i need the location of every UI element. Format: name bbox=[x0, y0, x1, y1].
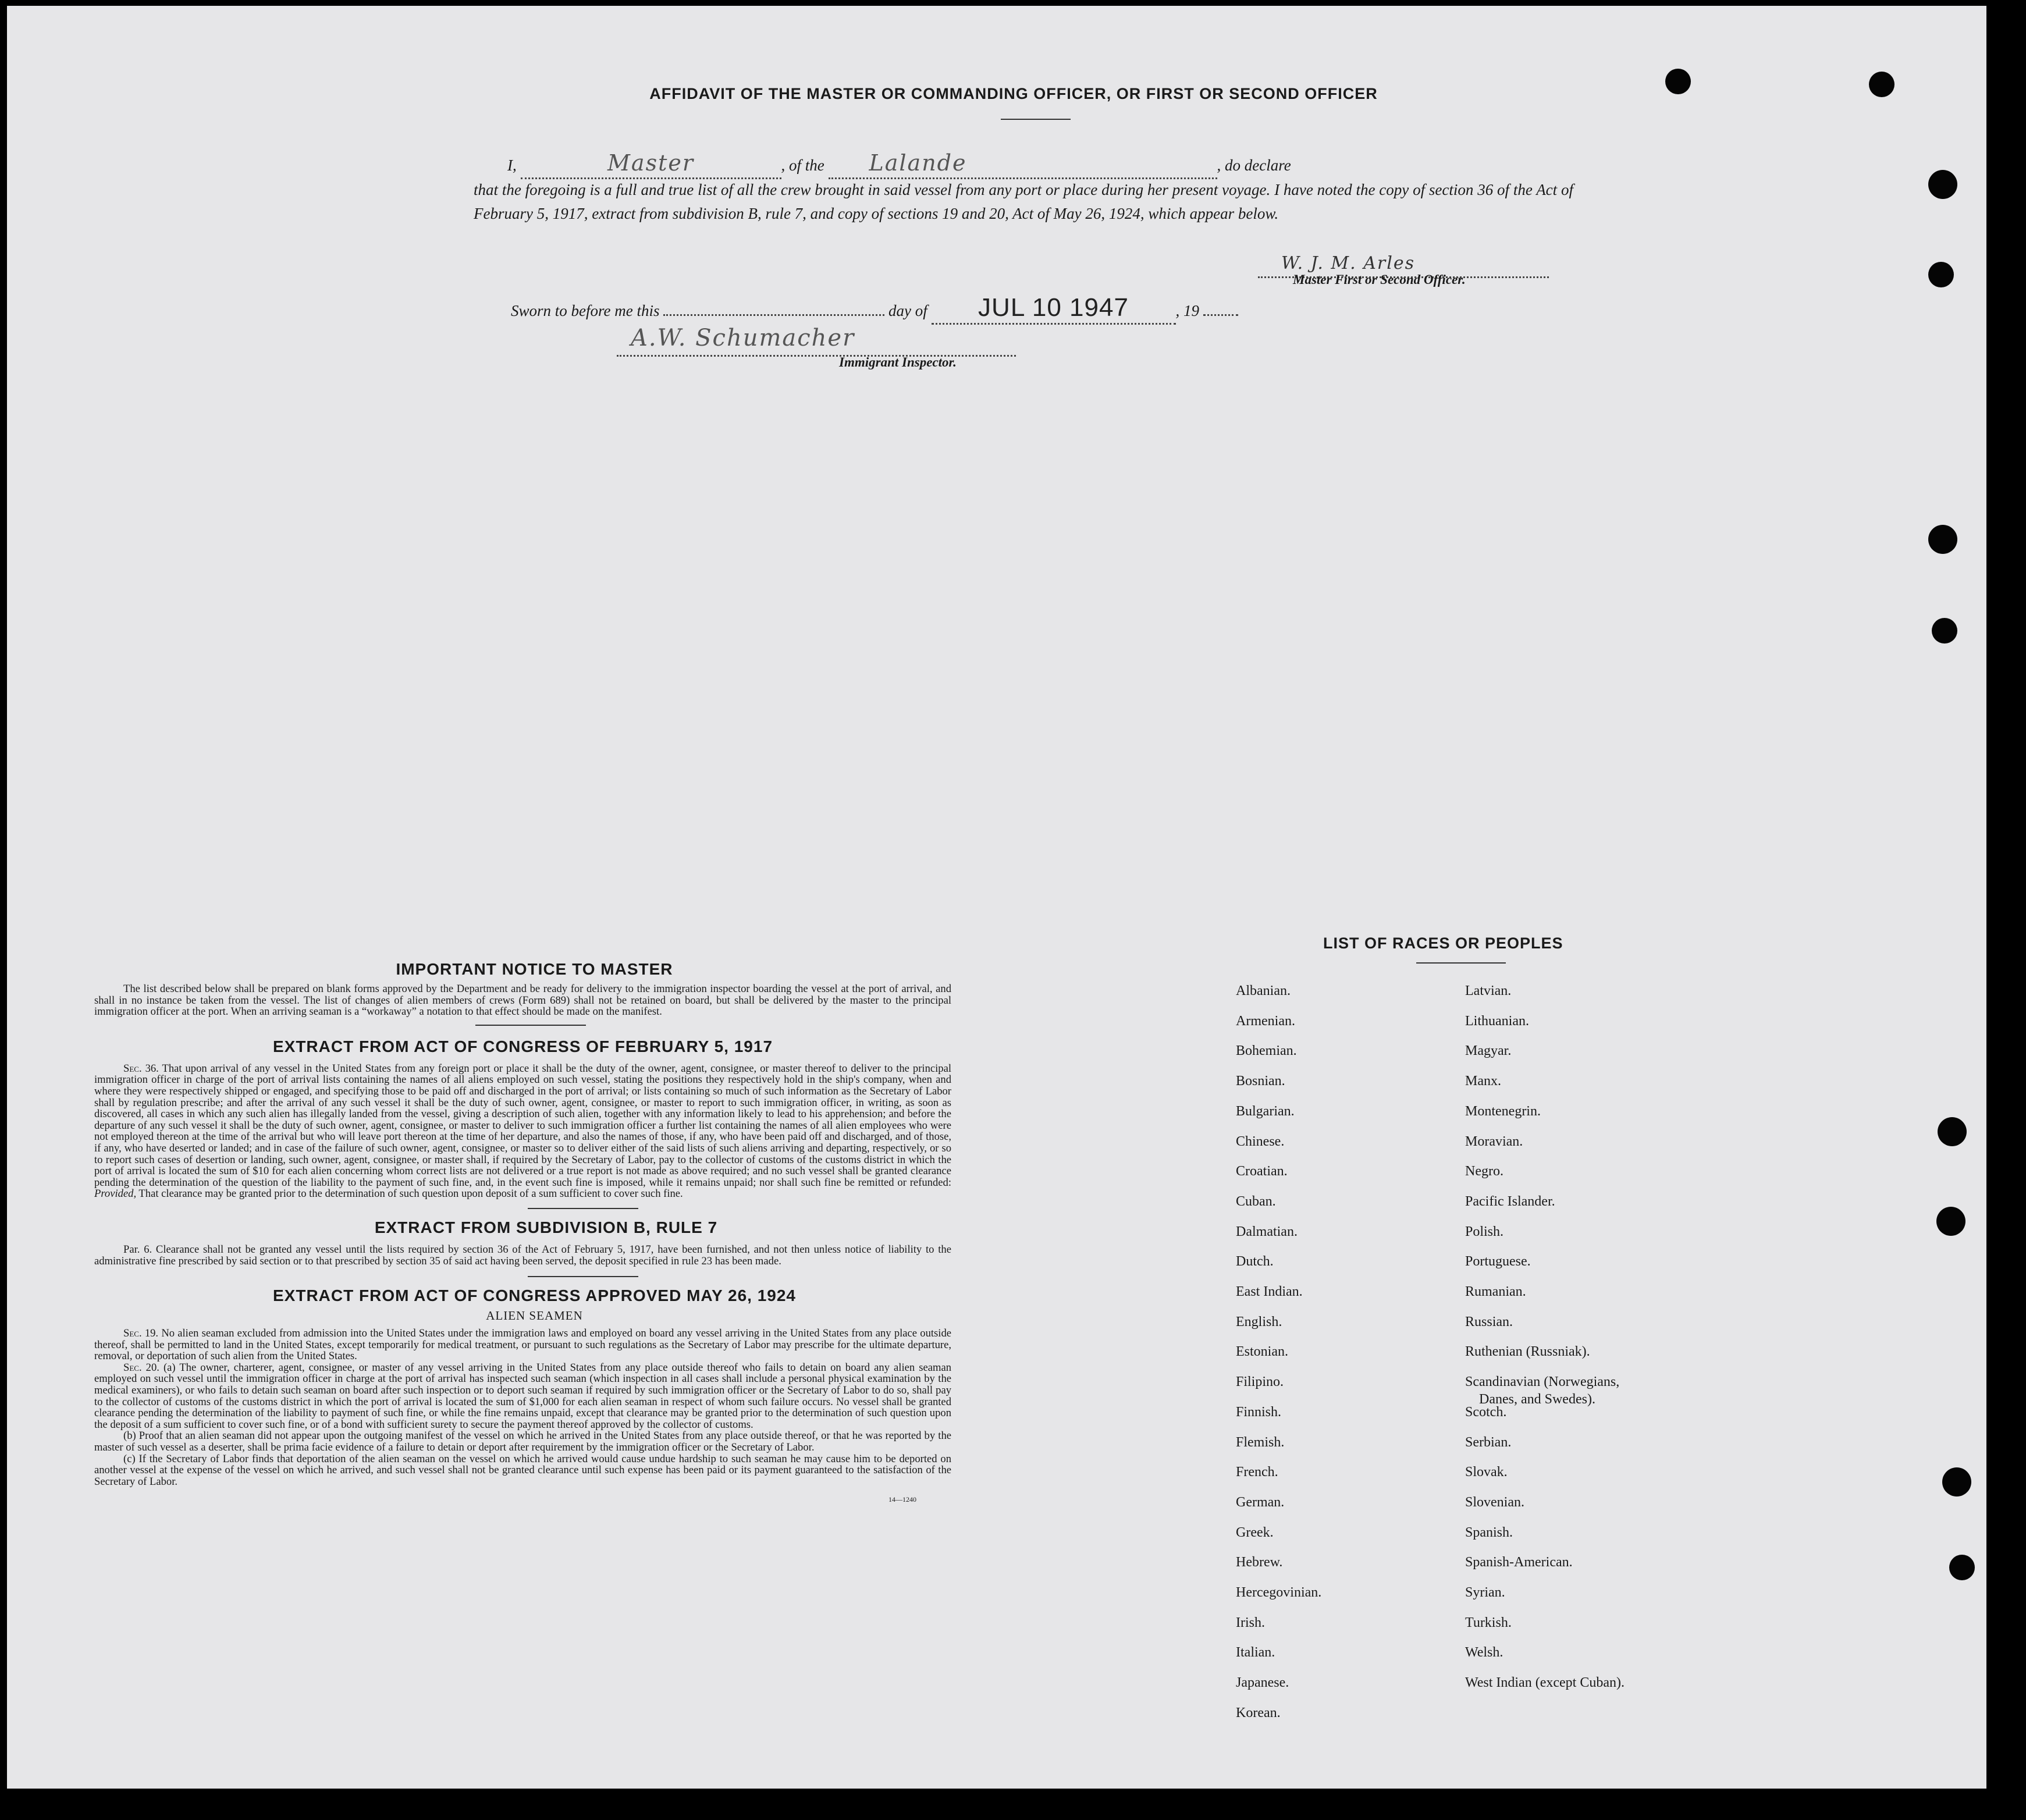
race-item: Armenian. bbox=[1236, 1013, 1295, 1029]
race-item: Montenegrin. bbox=[1465, 1103, 1541, 1119]
inspector-signature: A.W. Schumacher bbox=[631, 325, 855, 351]
race-item: Estonian. bbox=[1236, 1344, 1288, 1360]
race-item: Bulgarian. bbox=[1236, 1103, 1295, 1119]
sec-20b-text: (b) Proof that an alien seaman did not appear upon the outgoing manifest of the vessel on which he arrived in the United States from any place outside thereof, or that he was reported by the master of such vessel as a deserter, shall be prima facie evidence of a failure to detain or deport after requirement by the immigration officer or the Secretary of Labor. bbox=[94, 1430, 951, 1454]
race-item: French. bbox=[1236, 1464, 1278, 1480]
section-divider bbox=[475, 1025, 586, 1026]
race-item: Moravian. bbox=[1465, 1133, 1523, 1149]
race-item: Chinese. bbox=[1236, 1133, 1285, 1149]
extract-rule7-title: EXTRACT FROM SUBDIVISION B, RULE 7 bbox=[374, 1218, 718, 1236]
title-divider bbox=[1001, 119, 1071, 120]
race-item: Dalmatian. bbox=[1236, 1224, 1298, 1239]
race-item: Slovak. bbox=[1465, 1464, 1508, 1480]
officer-field bbox=[521, 151, 781, 179]
document-page bbox=[7, 6, 1986, 1789]
race-item: Danes, and Swedes). bbox=[1479, 1392, 1595, 1407]
race-item: Syrian. bbox=[1465, 1585, 1505, 1600]
punch-hole bbox=[1949, 1555, 1975, 1580]
vessel-field bbox=[829, 151, 1217, 179]
race-item: Magyar. bbox=[1465, 1043, 1512, 1059]
inspector-signature-line bbox=[617, 325, 1016, 357]
punch-hole bbox=[1928, 170, 1957, 199]
sec-19-body: No alien seaman excluded from admission into the United States under the immigration laws and employed on board any vessel arriving in the United States from any place outside thereof, shall be permitted to land in the United States, except temporarily for medical treatment, or pursuant to such regulations as the Secretary of Labor may prescribe for the ultimate departure, removal, or deportation of such alien from the United States. bbox=[94, 1327, 951, 1363]
sworn-year-field bbox=[1203, 314, 1238, 316]
section-divider bbox=[528, 1276, 638, 1277]
race-item: Cuban. bbox=[1236, 1193, 1276, 1209]
race-item: West Indian (except Cuban). bbox=[1465, 1675, 1625, 1691]
extract-1917-title: EXTRACT FROM ACT OF CONGRESS OF FEBRUARY 5, 1917 bbox=[272, 1037, 773, 1055]
sec-20c-text: (c) If the Secretary of Labor finds that deportation of the alien seaman on the vessel on which he arrived would cause undue hardship to such seaman he may cause him to be deported on another vessel at the expense of the vessel on which he arrived, and such vessel shall not be granted clearance until such expense has been paid or its payment guaranteed to the satisfaction of the Secretary of Labor. bbox=[94, 1452, 951, 1488]
race-item: Russian. bbox=[1465, 1314, 1513, 1330]
affidavit-title: AFFIDAVIT OF THE MASTER OR COMMANDING OFFICER, OR FIRST OR SECOND OFFICER bbox=[649, 85, 1378, 102]
race-item: Korean. bbox=[1236, 1705, 1281, 1721]
punch-hole bbox=[1936, 1207, 1965, 1236]
race-item: Irish. bbox=[1236, 1615, 1265, 1630]
sec-20-label: Sec. 20. bbox=[123, 1361, 159, 1374]
race-item: East Indian. bbox=[1236, 1284, 1303, 1299]
race-item: Finnish. bbox=[1236, 1404, 1282, 1420]
section-divider bbox=[528, 1208, 638, 1209]
affidavit-body: that the foregoing is a full and true list of all the crew brought in said vessel from any port or place during her present voyage. I have noted the copy of section 36 of the Act of February 5, 1917, extract from subdivision B, rule 7, and copy of sections 19 and 20, Act of May 26, 1924, which appear below. bbox=[474, 181, 1573, 222]
race-item: Bohemian. bbox=[1236, 1043, 1297, 1059]
race-item: Albanian. bbox=[1236, 983, 1291, 998]
sec-36-text: That upon arrival of any vessel in the United States from any foreign port or place it shall be the duty of the owner, agent, consignee, or master thereof to deliver to the principal immigration officer in charge of the port of arrival lists containing the names of all aliens employed on such vessel, stating the positions they respectively hold in the ship's company, when and where they were respectively shipped or engaged, and specifying those to be paid off and discharged in the port of arrival; or lists containing so much of such information as the Secretary of Labor shall by regulation prescribe; and after the arrival of any such vessel it shall be the duty of such owner, agent, consignee, or master to report to such immigration officer, in writing, as soon as discovered, all cases in which any such alien has illegally landed from the vessel, giving a description of such alien, together with any information likely to lead to his apprehension; and before the departure of any such vessel it shall be the duty of such owner, agent, consignee, or master to deliver to such immigration officer a further list containing the names of all alien employees who were not employed thereon at the time of the arrival but who will leave port thereon at the time of her departure, and also the names of those, if any, who have been paid off and discharged, and of those, if any, who have deserted or landed; and in case of the failure of such owner, agent, consignee, or master so to deliver either of the said lists of such aliens arriving and departing, respectively, or so to report such cases of desertion or landing, such owner, agent, consignee, or master shall, if required by the Secretary of Labor, pay to the collector of customs of the customs district in which the port of arrival is located the sum of $10 for each alien concerning whom correct lists are not delivered or a true report is not made as above required; and no such vessel shall be granted clearance pending the determination of the question of the liability to the payment of such fine, and, in the event such fine is imposed, while it remains unpaid; nor shall such fine be remitted or refunded: bbox=[94, 1062, 951, 1189]
affidavit-of-the: , of the bbox=[781, 157, 824, 174]
race-item: Portuguese. bbox=[1465, 1254, 1531, 1270]
sec-36-label: Sec. 36. bbox=[123, 1062, 159, 1075]
race-item: Welsh. bbox=[1465, 1645, 1503, 1661]
punch-hole bbox=[1932, 618, 1957, 644]
race-item: Negro. bbox=[1465, 1164, 1503, 1179]
sec-19-label: Sec. 19. bbox=[123, 1327, 159, 1340]
races-divider bbox=[1416, 962, 1506, 964]
race-item: Spanish-American. bbox=[1465, 1555, 1573, 1570]
extract-rule7-text: Par. 6. Clearance shall not be granted any vessel until the lists required by section 36 of the Act of February 5, 1917, have been furnished, and not then unless notice of liability to the administrative fine prescribed by said section or to that prescribed by section 35 of said act having been served, the deposit specified in rule 23 has been made. bbox=[94, 1243, 951, 1267]
sworn-day-of: day of bbox=[888, 302, 927, 319]
races-title: LIST OF RACES OR PEOPLES bbox=[1323, 934, 1563, 952]
race-item: Flemish. bbox=[1236, 1434, 1285, 1450]
race-item: Ruthenian (Russniak). bbox=[1465, 1344, 1590, 1360]
officer-signature: Master bbox=[607, 150, 694, 176]
punch-hole bbox=[1942, 1467, 1971, 1496]
race-item: Turkish. bbox=[1465, 1615, 1512, 1630]
punch-hole bbox=[1928, 262, 1954, 287]
extract-1917-text bbox=[94, 1063, 951, 1200]
race-item: German. bbox=[1236, 1494, 1285, 1510]
race-item: Serbian. bbox=[1465, 1434, 1512, 1450]
date-stamp: JUL 10 1947 bbox=[978, 293, 1129, 322]
sec-20a-body: (a) The owner, charterer, agent, consignee, or master of any vessel arriving in the United States from any place outside thereof who fails to detain on board any alien seaman employed on such vessel until the immigration officer in charge at the port of arrival has inspected such seaman (which inspection in all cases shall include a personal physical examination by the medical examiners), or who fails to detain such seaman on board after such inspection or to deport such seaman if required by such immigration officer or the Secretary of Labor to do so, shall pay to the collector of customs of the customs district in which the port of arrival is located the sum of $1,000 for each alien seaman in respect of whom such failure occurs. No vessel shall be granted clearance pending the determination of the liability to payment of such fine, or while the fine remains unpaid, except that clearance may be granted prior to the determination of such question upon the deposit of a sum sufficient to cover such fine, or of a bond with sufficient surety to secure the payment thereof approved by the collector of customs. bbox=[94, 1361, 951, 1431]
race-item: Pacific Islander. bbox=[1465, 1193, 1555, 1209]
punch-hole bbox=[1938, 1117, 1967, 1146]
race-item: Scotch. bbox=[1465, 1404, 1507, 1420]
notice-text: The list described below shall be prepared on blank forms approved by the Department and be ready for delivery to the immigration inspector boarding the vessel at the port of arrival, and shall in no instance be taken from the vessel. The list of changes of alien members of crews (Form 689) shall not be retained on board, but shall be delivered by the master to the principal immigration officer at the port. When an arriving seaman is a “workaway” a notation to that effect should be made on the manifest. bbox=[94, 983, 951, 1018]
inspector-caption: Immigrant Inspector. bbox=[839, 355, 957, 369]
notice-title: IMPORTANT NOTICE TO MASTER bbox=[396, 960, 673, 978]
race-item: Filipino. bbox=[1236, 1374, 1284, 1390]
sec-36-end: That clearance may be granted prior to the determination of such question upon deposit of a sum sufficient to cover such fine. bbox=[136, 1188, 683, 1200]
extracts-column bbox=[94, 960, 951, 1504]
affidavit-declare: , do declare bbox=[1217, 157, 1291, 174]
race-item: Scandinavian (Norwegians, bbox=[1465, 1374, 1620, 1390]
extract-1924-title: EXTRACT FROM ACT OF CONGRESS APPROVED MAY 26, 1924 bbox=[273, 1286, 796, 1305]
sec-19-text bbox=[94, 1328, 951, 1362]
race-item: Japanese. bbox=[1236, 1675, 1289, 1691]
form-number: 14—1240 bbox=[888, 1495, 916, 1504]
master-caption: Master First or Second Officer. bbox=[1293, 272, 1466, 287]
race-item: Manx. bbox=[1465, 1073, 1501, 1089]
race-item: Greek. bbox=[1236, 1524, 1274, 1540]
race-item: Italian. bbox=[1236, 1645, 1275, 1661]
provided-word: Provided, bbox=[94, 1188, 137, 1200]
race-item: Latvian. bbox=[1465, 983, 1512, 998]
race-item: Polish. bbox=[1465, 1224, 1504, 1239]
master-signature: W. J. M. Arles bbox=[1281, 253, 1415, 273]
sworn-line bbox=[511, 293, 1325, 325]
alien-seamen-subtitle: ALIEN SEAMEN bbox=[486, 1309, 583, 1323]
sec-20a-text bbox=[94, 1362, 951, 1431]
affidavit-i-prefix: I, bbox=[507, 157, 517, 174]
race-item: English. bbox=[1236, 1314, 1282, 1330]
vessel-name: Lalande bbox=[869, 150, 967, 176]
race-item: Rumanian. bbox=[1465, 1284, 1526, 1299]
race-item: Hercegovinian. bbox=[1236, 1585, 1322, 1600]
race-item: Dutch. bbox=[1236, 1254, 1274, 1270]
sworn-prefix: Sworn to before me this bbox=[511, 302, 660, 319]
race-item: Hebrew. bbox=[1236, 1555, 1283, 1570]
race-item: Spanish. bbox=[1465, 1524, 1513, 1540]
race-item: Lithuanian. bbox=[1465, 1013, 1529, 1029]
race-item: Croatian. bbox=[1236, 1164, 1288, 1179]
punch-hole bbox=[1928, 525, 1957, 554]
affidavit-line-1 bbox=[507, 151, 1572, 179]
sworn-day-field bbox=[663, 314, 884, 316]
sworn-date-field bbox=[932, 293, 1176, 325]
race-item: Bosnian. bbox=[1236, 1073, 1285, 1089]
race-item: Slovenian. bbox=[1465, 1494, 1524, 1510]
sworn-year: , 19 bbox=[1175, 302, 1199, 319]
